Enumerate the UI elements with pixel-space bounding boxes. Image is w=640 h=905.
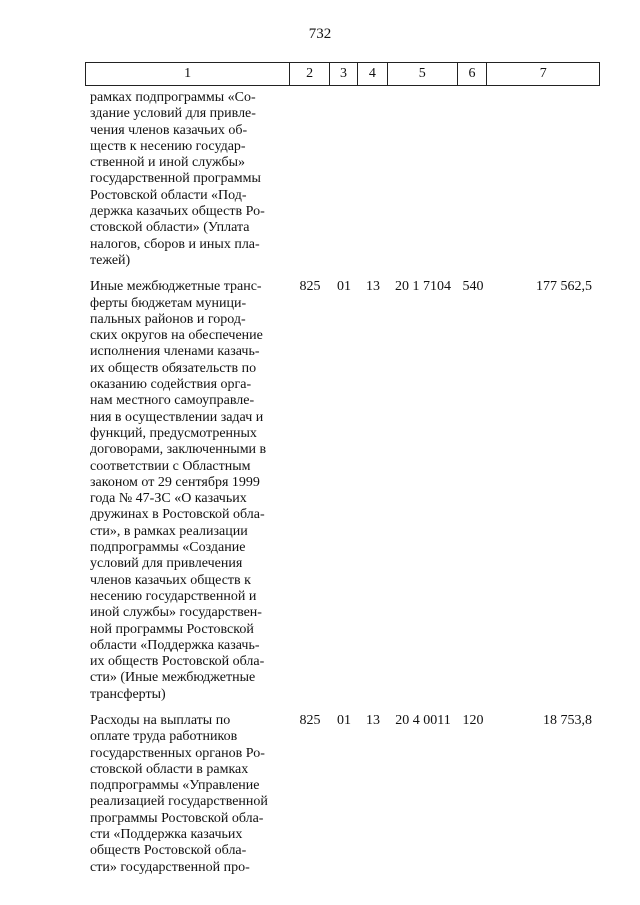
table-header-row <box>85 62 600 86</box>
cell-subsection: 13 <box>366 279 380 295</box>
cell-target-article: 20 1 7104 <box>395 279 451 295</box>
cell-amount: 18 753,8 <box>543 712 592 728</box>
column-header-3: 3 <box>330 63 358 85</box>
cell-expense-type <box>458 90 488 269</box>
column-header-6: 6 <box>458 63 488 85</box>
column-header-2: 2 <box>290 63 330 85</box>
cell-amount: 177 562,5 <box>536 279 592 295</box>
cell-subsection <box>358 90 388 269</box>
cell-subsection: 13 <box>366 712 380 728</box>
cell-amount <box>488 90 600 269</box>
column-header-5: 5 <box>388 63 458 85</box>
row-description: Иные межбюджетные транс- ферты бюджетам муници- пальных районов и город- ских округов на обеспечение исполнения членами казачь- их обществ обязательств по оказанию содействия орга- нам местного самоуправле- ния в осуществлении задач и функций, предусмотренных договорами, заключенными в соответствии с Областным законом от 29 сентября 1999 года № 47-ЗС «О казачьих дружинах в Ростовской обла- сти», в рамках реализации подпрограммы «Создание условий для привлечения членов казачьих обществ к несению государственной и иной службы» государствен- ной программы Ростовской области «Поддержка казачь- их обществ Ростовской обла- сти» (Иные межбюджетные трансферты) <box>90 279 267 702</box>
cell-target-article <box>388 90 458 269</box>
cell-target-article: 20 4 0011 <box>395 712 451 728</box>
cell-section: 01 <box>337 712 351 728</box>
cell-expense-type: 540 <box>462 279 484 295</box>
cell-section: 01 <box>337 279 351 295</box>
table-row <box>85 713 600 876</box>
cell-ministry-code: 825 <box>299 279 321 295</box>
table-body <box>85 90 600 886</box>
table-row <box>85 279 600 703</box>
page-number: 732 <box>308 26 332 42</box>
row-description: рамках подпрограммы «Со- здание условий для привле- чения членов казачьих об- ществ к несению государ- ственной и иной службы» государственной программы Ростовской области «Под- держка казачьих обществ Ро- стовской области» (Уплата налогов, сборов и иных пла- тежей) <box>90 90 265 268</box>
column-header-1: 1 <box>86 63 290 85</box>
cell-expense-type: 120 <box>462 712 484 728</box>
row-description: Расходы на выплаты по оплате труда работников государственных органов Ро- стовской области в рамках подпрограммы «Управление реализацией государственной программы Ростовской обла- сти «Поддержка казачьих обществ Ростовской обла- сти» государственной про- <box>90 712 268 875</box>
table-row <box>85 90 600 269</box>
cell-section <box>330 90 358 269</box>
cell-ministry-code <box>290 90 330 269</box>
column-header-7: 7 <box>539 66 547 81</box>
cell-ministry-code: 825 <box>299 712 321 728</box>
column-header-4: 4 <box>358 63 388 85</box>
